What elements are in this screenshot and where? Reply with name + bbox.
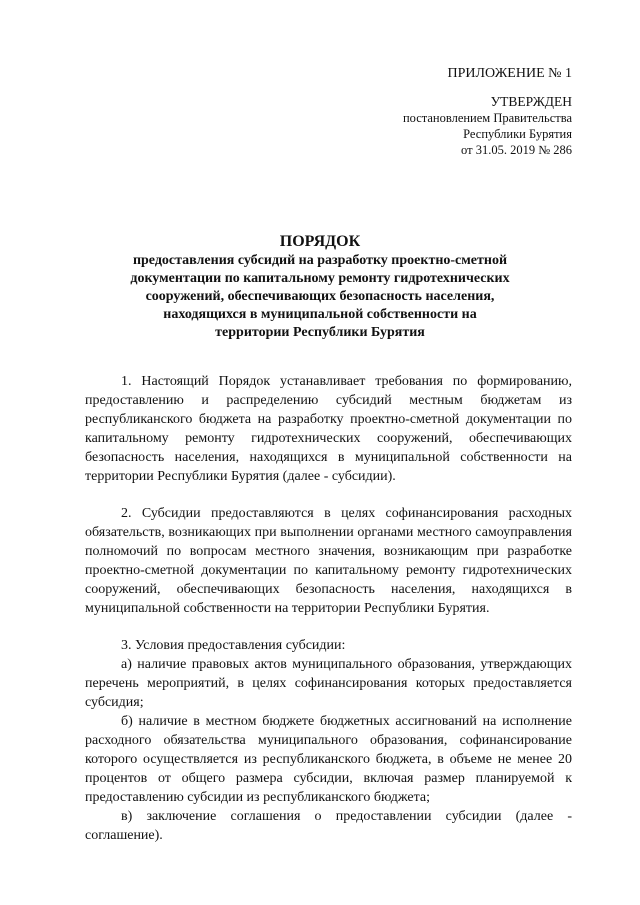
subtitle-line: сооружений, обеспечивающих безопасность населения, xyxy=(145,289,495,304)
subtitle-line: документации по капитальному ремонту гидротехнических xyxy=(130,271,510,286)
paragraph-2: 2. Субсидии предоставляются в целях софинансирования расходных обязательств, возникающих при выполнении органами местного самоуправления полномочий по вопросам местного значения, возникающим при разработке проектно-сметной документации по капитальному ремонту гидротехнических сооружений, обеспечивающих безопасность населения, находящихся в муниципальной собственности на территории Республики Бурятия. xyxy=(85,506,572,616)
condition-b: б) наличие в местном бюджете бюджетных ассигнований на исполнение расходного обязательства муниципального образования, софинансирование которого осуществляется из республиканского бюджета, в объеме не менее 20 процентов от общего размера субсидии, включая размер планируемой к предоставлению субсидии из республиканского бюджета; xyxy=(85,714,572,805)
approval-line: от 31.05. 2019 № 286 xyxy=(461,143,572,157)
condition-a: а) наличие правовых актов муниципального образования, утверждающих перечень мероприятий, в целях софинансирования которых предоставляется субсидия; xyxy=(85,657,572,710)
approval-header xyxy=(403,66,572,158)
appendix-label: ПРИЛОЖЕНИЕ № 1 xyxy=(447,66,572,81)
subtitle-line: территории Республики Бурятия xyxy=(215,325,425,340)
document-body xyxy=(85,372,572,845)
paragraph-1: 1. Настоящий Порядок устанавливает требования по формированию, предоставлению и распределению субсидий местным бюджетам из республиканского бюджета на разработку проектно-сметной документации по капитальному ремонту гидротехнических сооружений, обеспечивающих безопасность населения, находящихся в муниципальной собственности на территории Республики Бурятия (далее - субсидии). xyxy=(85,374,572,484)
document-title-block xyxy=(80,232,560,342)
paragraph-3: 3. Условия предоставления субсидии: xyxy=(121,638,346,653)
approval-line: постановлением Правительства xyxy=(402,111,572,125)
condition-c: в) заключение соглашения о предоставлении субсидии (далее - соглашение). xyxy=(85,809,572,843)
subtitle-line: предоставления субсидий на разработку проектно-сметной xyxy=(132,253,508,268)
approval-line: Республики Бурятия xyxy=(463,127,572,141)
approved-label: УТВЕРЖДЕН xyxy=(490,94,572,109)
subtitle-line: находящихся в муниципальной собственности на xyxy=(163,307,477,322)
document-title: ПОРЯДОК xyxy=(279,233,361,250)
